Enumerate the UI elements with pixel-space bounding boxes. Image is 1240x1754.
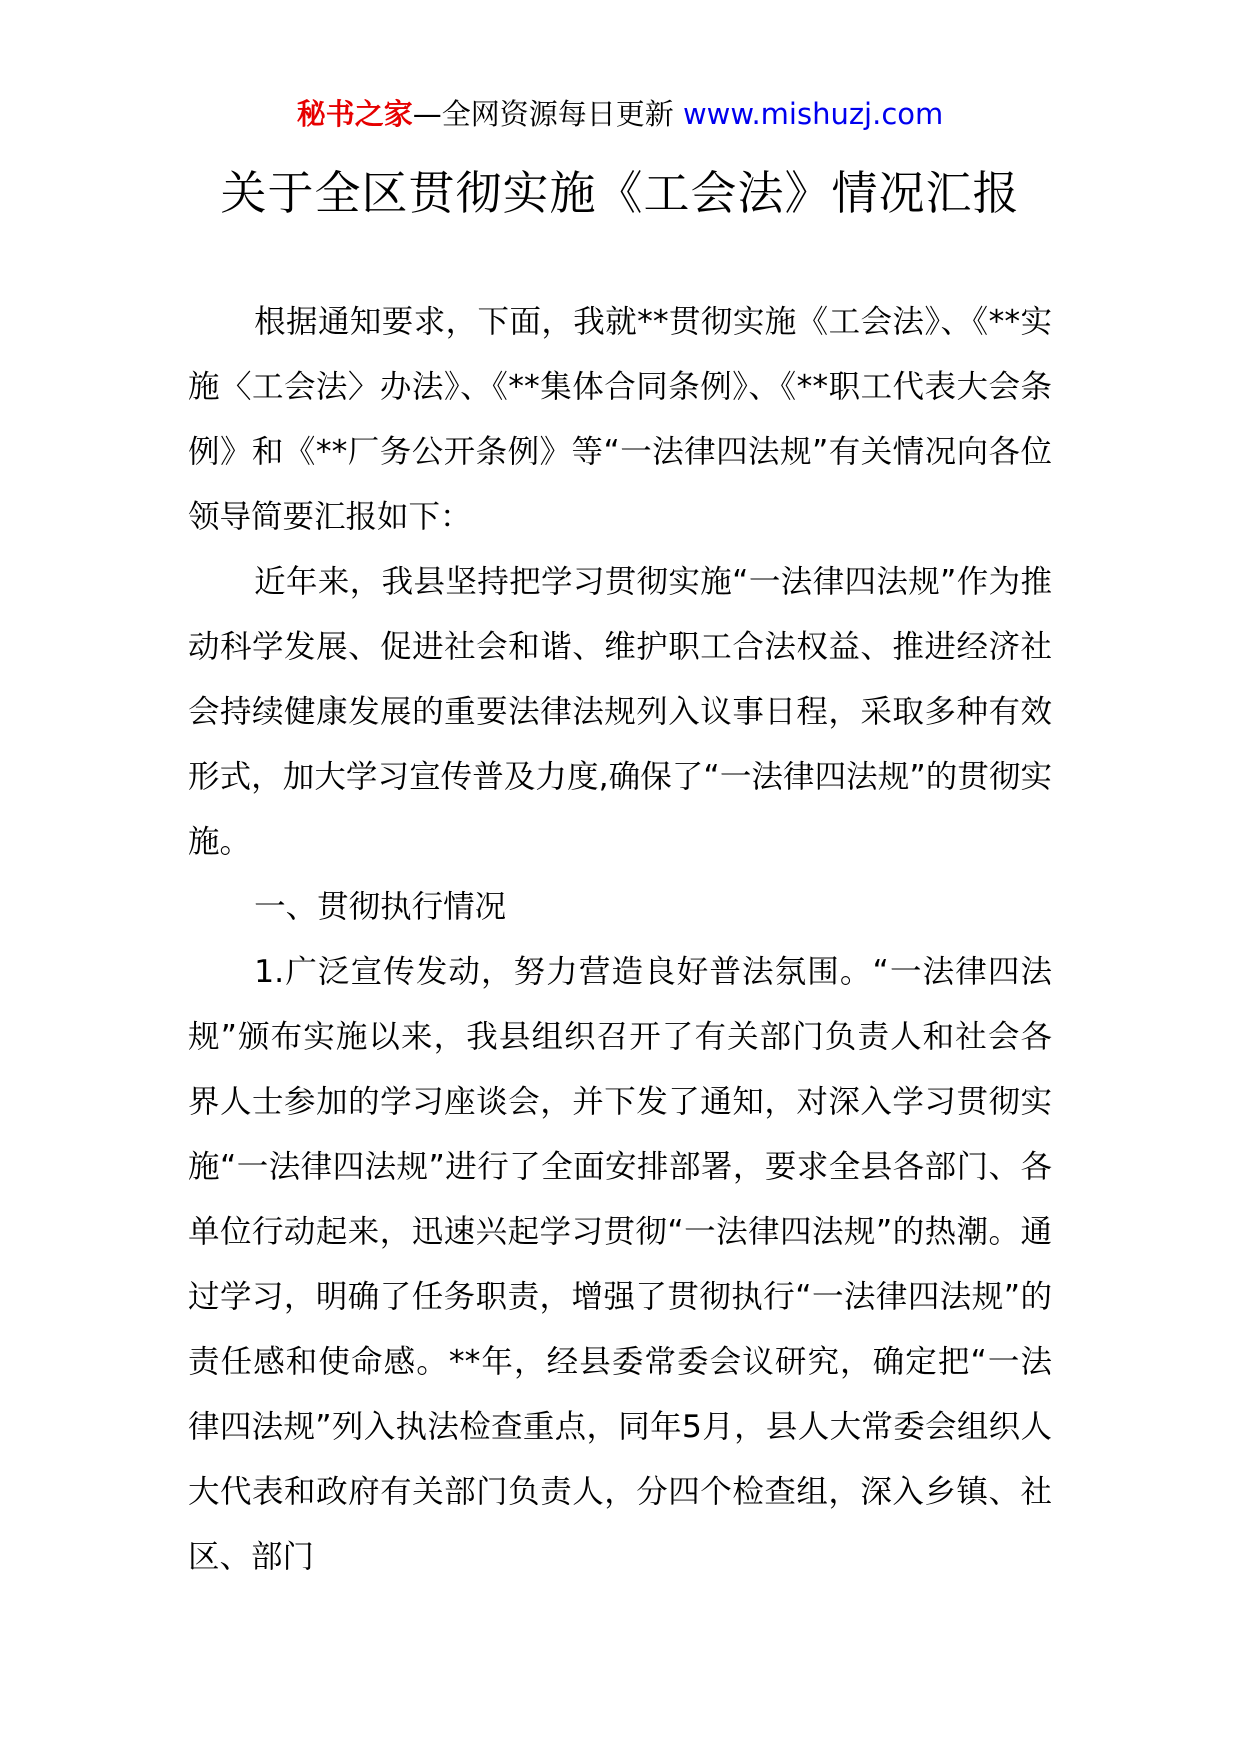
paragraph-item-1: 1.广泛宣传发动，努力营造良好普法氛围。“一法律四法规”颁布实施以来，我县组织召开了有关部门负责人和社会各界人士参加的学习座谈会，并下发了通知，对深入学习贯彻实施“一法律四法规”进行了全面安排部署，要求全县各部门、各单位行动起来，迅速兴起学习贯彻“一法律四法规”的热潮。通过学习，明确了任务职责，增强了贯彻执行“一法律四法规”的责任感和使命感。**年，经县委常委会议研究，确定把“一法律四法规”列入执法检查重点，同年5月，县人大常委会组织人大代表和政府有关部门负责人，分四个检查组，深入乡镇、社区、部门 (188, 954, 1052, 1575)
document-title: 关于全区贯彻实施《工会法》情况汇报 (220, 166, 1020, 220)
paragraph-overview: 近年来，我县坚持把学习贯彻实施“一法律四法规”作为推动科学发展、促进社会和谐、维护职工合法权益、推进经济社会持续健康发展的重要法律法规列入议事日程，采取多种有效形式，加大学习宣传普及力度,确保了“一法律四法规”的贯彻实施。 (188, 564, 1052, 860)
site-slogan: —全网资源每日更新 (412, 97, 683, 131)
site-url-link[interactable]: www.mishuzj.com (682, 97, 944, 131)
site-brand: 秘书之家 (296, 97, 413, 131)
section-heading: 一、贯彻执行情况 (254, 889, 507, 925)
site-header (0, 94, 1240, 134)
paragraph-intro: 根据通知要求，下面，我就**贯彻实施《工会法》、《**实施〈工会法〉办法》、《**集体合同条例》、《**职工代表大会条例》和《**厂务公开条例》等“一法律四法规”有关情况向各位领导简要汇报如下： (188, 304, 1052, 535)
document-body (188, 290, 1052, 1590)
